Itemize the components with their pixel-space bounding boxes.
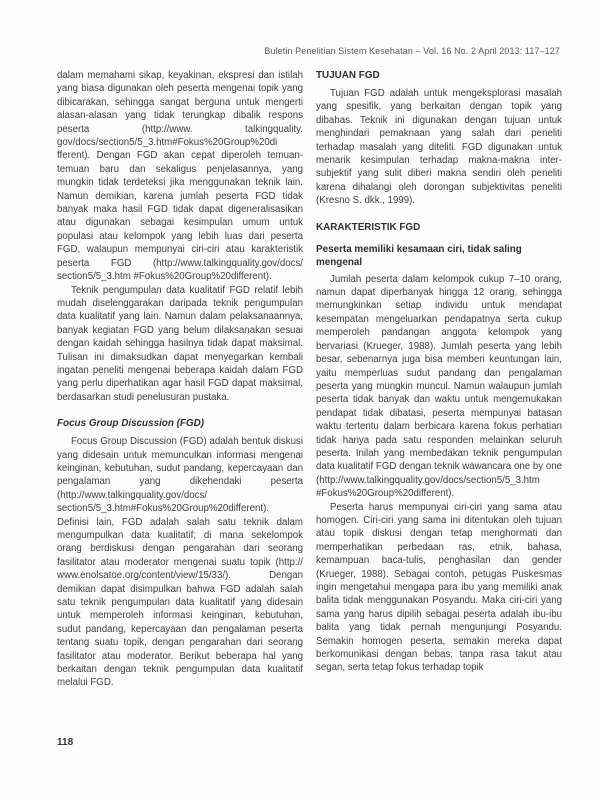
section-heading-karakteristik: KARAKTERISTIK FGD xyxy=(316,221,421,233)
right-column xyxy=(316,69,562,690)
section-heading-fgd: Focus Group Discussion (FGD) xyxy=(57,418,205,430)
paragraph-fgd-definition: Focus Group Discussion (FGD) adalah bentuk diskusi yang didesain untuk memunculkan informasi mengenai keinginan, kebutuhan, sudut pandang, kepercayaan dan pengalaman yang dikehendaki peserta (http://www.talkingquality.gov/docs/ section5/5_3.htm#Fokus%20Group%20different). Definisi lain, FGD adalah salah satu teknik dalam mengumpulkan data kualitatif; di mana sekelompok orang berdiskusi dengan pengarahan dari seorang fasilitator atau moderator mengenai suatu topik (http:// www.enolsatoe.org/content/view/15/33/). Dengan demikian dapat disimpulkan bahwa FGD adalah salah satu teknik pengumpulan data kualitatif yang didesain untuk memperoleh informasi keinginan, kebutuhan, sudut pandang, kepercayaan dan pengalaman peserta tentang suatu topik, dengan pengarahan dari seorang fasilitator atau moderator. Berikut beberapa hal yang berkaitan dengan teknik pengumpulan data kualitatif melalui FGD. xyxy=(57,436,303,689)
two-column-body xyxy=(57,69,562,690)
paragraph-jumlah-peserta: Jumlah peserta dalam kelompok cukup 7–10 orang, namun dapat diperbanyak hingga 12 orang, sehingga memungkinkan setiap individu untuk mendapat kesempatan mengeluarkan pendapatnya serta cukup memperoleh pandangan anggota kelompok yang bervariasi (Krueger, 1988). Jumlah peserta yang lebih besar, sebenarnya juga bisa memberi keuntungan lain, yaitu memperluas sudut pandang dan pengalaman peserta yang mungkin muncul. Namun walaupun jumlah peserta tidak banyak dan waktu untuk mengemukakan pendapat tidak dibatasi, peserta mempunyai batasan waktu tertentu dalam berbicara karena fokus perhatian tidak hanya pada satu responden melainkan seluruh peserta. Inilah yang membedakan teknik pengumpulan data kualitatif FGD dengan teknik wawancara one by one (http://www.talkingquality.gov/docs/section5/5_3.htm #Fokus%20Group%20different). xyxy=(316,273,562,500)
section-heading-tujuan: TUJUAN FGD xyxy=(316,70,380,81)
left-column xyxy=(57,69,303,690)
page-number: 118 xyxy=(57,737,74,748)
running-head: Buletin Penelitian Sistem Kesehatan – Vol. 16 No. 2 April 2013: 117–127 xyxy=(264,46,560,56)
subsection-heading-peserta: Peserta memiliki kesamaan ciri, tidak saling mengenal xyxy=(316,243,522,268)
paragraph-tujuan: Tujuan FGD adalah untuk mengeksplorasi masalah yang spesifik, yang berkaitan dengan topik yang dibahas. Teknik ini digunakan dengan tujuan untuk menghindari pemaknaan yang salah dari peneliti terhadap masalah yang diteliti. FGD digunakan untuk menarik kesimpulan terhadap makna-makna inter-subjektif yang sulit diberi makna sendiri oleh peneliti karena dihalangi oleh dorongan subjektivitas peneliti (Kresno S. dkk., 1999). xyxy=(316,88,562,207)
paragraph-intro-continued: dalam memahami sikap, keyakinan, ekspresi dan istilah yang biasa digunakan oleh peserta mengenai topik yang dibicarakan, sehingga sangat berguna untuk mengerti alasan-alasan yang tidak terungkap dibalik respons peserta (http://www. talkingquality. gov/docs/section5/5_3.htm#Fokus%20Group%20di fferent). Dengan FGD akan cepat diperoleh temuan-temuan baru dan sekaligus penjelasannya, yang mungkin tidak terdeteksi jika menggunakan teknik lain. Namun demikian, karena jumlah peserta FGD tidak banyak maka hasil FGD tidak dapat digeneralisasikan atau digunakan sebagai kesimpulan umum untuk populasi atau kelompok yang lebih luas dari peserta FGD, walaupun mempunyai ciri-ciri atau karakteristik peserta FGD (http://www.talkingquality.gov/docs/ section5/5_3.htm #Fokus%20Group%20different). xyxy=(57,70,303,283)
paragraph-homogen: Peserta harus mempunyai ciri-ciri yang sama atau homogen. Ciri-ciri yang sama ini ditentukan oleh tujuan atau topik diskusi dengan tetap menghormati dan memperhatikan perbedaan ras, etnik, bahasa, kemampuan baca-tulis, penghasilan dan gender (Krueger, 1988). Sebagai contoh, petugas Puskesmas ingin mengetahui mengapa para ibu yang memiliki anak balita tidak menggunakan Posyandu. Maka ciri-ciri yang sama yang harus dipilih sebagai peserta adalah ibu-ibu balita yang tidak pernah mengunjungi Posyandu. Semakin homogen peserta, semakin mereka dapat berkomunikasi dengan bebas, tanpa rasa takut atau segan, serta tetap fokus terhadap topik xyxy=(316,501,562,674)
paragraph-teknik-pengumpulan: Teknik pengumpulan data kualitatif FGD relatif lebih mudah diselenggarakan daripada teknik pengumpulan data kualitatif yang lain. Namun dalam pelaksanaannya, banyak kegiatan FGD yang belum dilaksanakan sesuai dengan kaidah sehingga hasilnya tidak dapat maksimal. Tulisan ini dimaksudkan dapat menyegarkan kembali ingatan peneliti mengenai beberapa kaidah dalam FGD yang perlu diperhatikan agar hasil FGD dapat maksimal, berdasarkan studi penelusuran pustaka. xyxy=(57,284,303,403)
